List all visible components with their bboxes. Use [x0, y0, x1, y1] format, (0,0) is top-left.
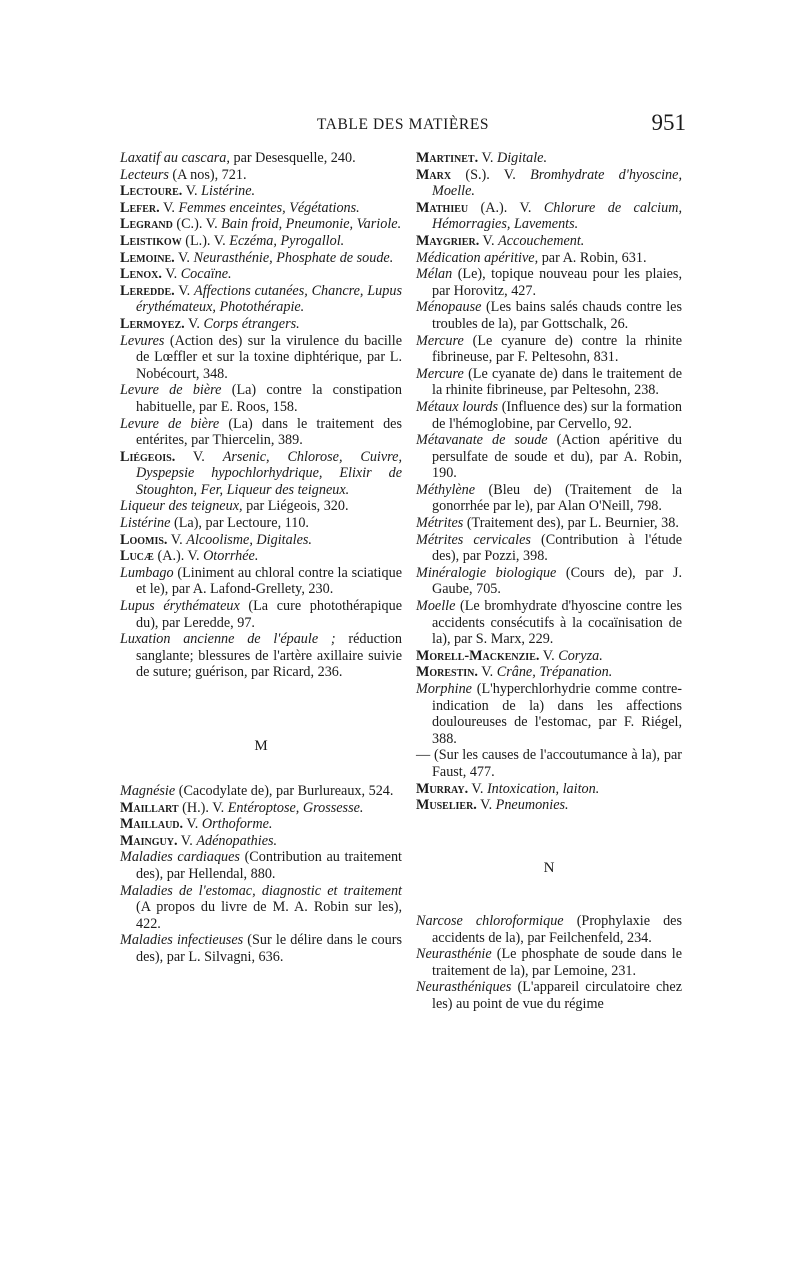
entry-ref: Arsenic, Chlorose, Cuivre, Dyspepsie hypochlorhydrique, Elixir de Stoughton, Fer, Liqueur des teigneux.	[136, 448, 402, 498]
entry-h: Mercure	[416, 365, 464, 382]
index-entry	[120, 631, 402, 681]
entry-rest: V.	[183, 816, 202, 833]
page-header	[120, 112, 686, 144]
entry-ref: Neurasthénie, Phosphate de soude.	[193, 249, 394, 266]
index-entry	[416, 333, 682, 366]
entry-h: Magnésie	[120, 783, 176, 799]
index-entry	[120, 833, 402, 850]
entry-sc: Lectoure.	[120, 183, 183, 200]
index-entry	[120, 283, 402, 316]
entry-h: Levure de bière	[120, 382, 222, 399]
entry-rest: V.	[476, 797, 496, 814]
index-entry	[416, 681, 682, 747]
entry-sc: Lefer.	[120, 199, 160, 216]
entry-ref: Bain froid, Pneumonie, Variole.	[221, 216, 402, 233]
entry-h: Liqueur des teigneux,	[120, 498, 243, 515]
entry-h: Métaux lourds	[416, 398, 498, 415]
entry-rest: (Contribution à l'étude des), par Pozzi, 398.	[432, 531, 682, 565]
index-entry	[416, 200, 682, 233]
entry-sc: Morestin.	[416, 664, 478, 681]
entry-ref: Cocaïne.	[180, 266, 232, 283]
index-entry	[416, 399, 682, 432]
entry-rest: V.	[478, 150, 497, 166]
entry-ref: Digitale.	[496, 150, 548, 166]
entry-sc: Murray.	[416, 780, 469, 797]
section-letter-m: M	[254, 738, 268, 754]
entry-h: Médication apéritive,	[416, 249, 539, 266]
entry-rest: (Contribution au traitement des), par Hellendal, 880.	[136, 849, 402, 882]
entry-h: Narcose chloroformique	[416, 913, 564, 929]
index-entry	[120, 449, 402, 499]
entry-sc: Martinet.	[416, 150, 479, 166]
entry-ref: Chlorure de calcium, Hémorragies, Lavements.	[432, 199, 682, 233]
entry-rest: (Le cyanure de) contre la rhinite fibrineuse, par F. Peltesohn, 831.	[432, 332, 682, 366]
entry-ref: Corps étrangers.	[203, 315, 300, 332]
entry-rest: (Traitement des), par L. Beurnier, 38.	[463, 515, 679, 532]
entry-rest: V.	[167, 531, 187, 548]
index-entry	[120, 416, 402, 449]
entry-ref: Entéroptose, Grossesse.	[227, 799, 364, 816]
entry-sc: Leredde.	[120, 282, 175, 299]
entry-ref: Crâne, Trépanation.	[496, 664, 613, 681]
index-entry	[416, 482, 682, 515]
entry-ref: Listérine.	[201, 183, 256, 200]
entry-h: Métrites cervicales	[416, 531, 531, 548]
entry-sc: Morell-Mackenzie.	[416, 647, 540, 664]
entry-rest: (Prophylaxie des accidents de la), par Feilchenfeld, 234.	[432, 913, 682, 946]
entry-sc: Maygrier.	[416, 232, 480, 249]
entry-h: Neurasthénie	[416, 946, 492, 963]
running-title: TABLE DES MATIÈRES	[316, 116, 490, 133]
index-entry	[120, 598, 402, 631]
entry-h: Ménopause	[416, 299, 482, 316]
entry-sc: Mainguy.	[120, 832, 178, 849]
entry-rest: (A nos), 721.	[168, 166, 247, 183]
entry-rest: (Liniment au chloral contre la sciatique et le), par A. Lafond-Grellety, 230.	[136, 564, 402, 598]
index-entry	[416, 532, 682, 565]
index-entry	[120, 816, 402, 833]
entry-sc: Loomis.	[120, 531, 168, 548]
entry-rest: (La) contre la constipation habituelle, par E. Roos, 158.	[136, 382, 402, 415]
entry-ref: Alcoolisme, Digitales.	[186, 531, 312, 548]
entry-h: Neurasthéniques	[416, 979, 512, 996]
index-entry	[416, 233, 682, 250]
entry-h: Maladies cardiaques	[120, 849, 240, 866]
index-entry	[416, 150, 682, 167]
entry-h: Lupus érythémateux	[120, 598, 240, 615]
entry-h: Luxation ancienne de l'épaule ;	[120, 631, 336, 648]
entry-rest: par Desesquelle, 240.	[229, 150, 356, 166]
index-entry	[120, 250, 402, 267]
entry-rest: V.	[161, 266, 181, 283]
entry-rest: (A.). V.	[153, 548, 204, 565]
entry-sc: Lermoyez.	[120, 315, 185, 332]
entry-rest: (A propos du livre de M. A. Robin sur les), 422.	[136, 899, 402, 932]
entry-h: Levures	[120, 332, 165, 349]
entry-rest: (L'appareil circulatoire chez les) au point de vue du régime	[432, 979, 682, 1012]
index-entry	[416, 747, 682, 780]
index-entry	[120, 498, 402, 515]
entry-rest: V.	[477, 664, 497, 681]
index-entry	[416, 565, 682, 598]
entry-h: Méthylène	[416, 481, 476, 498]
entry-h: Levure de bière	[120, 415, 220, 432]
index-entry	[120, 783, 402, 800]
entry-h: Maladies de l'estomac, diagnostic et traitement	[120, 882, 402, 899]
entry-sc: Legrand	[120, 216, 173, 233]
entry-rest: (S.). V.	[451, 166, 531, 183]
entry-ref: Affections cutanées, Chancre, Lupus érythémateux, Photothérapie.	[136, 282, 402, 316]
entry-ref: Accouchement.	[498, 232, 585, 249]
entry-h: Lecteurs	[120, 166, 169, 183]
entry-h: Métavanate de soude	[416, 432, 548, 449]
index-entry	[120, 800, 402, 817]
entry-sc: Lemoine.	[120, 249, 175, 266]
entry-h: Métrites	[416, 515, 464, 532]
index-entry	[416, 781, 682, 798]
entry-rest: (Cacodylate de), par Burlureaux, 524.	[175, 783, 394, 799]
entry-rest: V.	[184, 315, 204, 332]
entry-sc: Lucæ	[120, 548, 154, 565]
entry-rest: (A.). V.	[468, 199, 544, 216]
entry-sc: Leistikow	[120, 232, 182, 249]
index-entry	[416, 598, 682, 648]
index-entry	[120, 150, 402, 167]
entry-rest: (Le bromhydrate d'hyoscine contre les accidents consécutifs à la cocaïnisation de la), par S. Marx, 229.	[432, 598, 682, 648]
entry-rest: (La cure photothérapique du), par Leredde, 97.	[136, 598, 402, 631]
entry-ref: Otorrhée.	[203, 548, 259, 565]
entry-h: Morphine	[416, 681, 472, 697]
index-entry	[416, 515, 682, 532]
index-entry	[120, 200, 402, 217]
entry-h: Moelle	[416, 598, 456, 615]
entry-sc: Liégeois.	[120, 448, 176, 465]
index-column-left-m	[120, 783, 402, 966]
index-entry	[416, 299, 682, 332]
index-entry	[120, 532, 402, 549]
entry-rest: (Cours de), par J. Gaube, 705.	[432, 564, 682, 598]
entry-h: Mercure	[416, 332, 464, 349]
entry-h: Laxatif au cascara,	[120, 150, 230, 166]
entry-rest: par Liégeois, 320.	[242, 498, 349, 515]
index-entry	[120, 932, 402, 965]
entry-rest: (Sur le délire dans le cours des), par L. Silvagni, 636.	[136, 932, 402, 965]
index-entry	[120, 167, 402, 184]
index-entry	[416, 913, 682, 946]
entry-h: Lumbago	[120, 564, 174, 581]
index-column-right	[416, 150, 682, 814]
index-entry	[120, 548, 402, 565]
entry-rest: V.	[177, 832, 197, 849]
entry-sc: Marx	[416, 166, 452, 183]
index-entry	[120, 849, 402, 882]
index-entry	[120, 883, 402, 933]
index-entry	[416, 797, 682, 814]
entry-ref: Femmes enceintes, Végétations.	[178, 199, 360, 216]
index-entry	[120, 316, 402, 333]
index-entry	[416, 167, 682, 200]
entry-ref: Pneumonies.	[495, 797, 569, 814]
index-entry	[120, 233, 402, 250]
entry-rest: (Le phosphate de soude dans le traitement de la), par Lemoine, 231.	[432, 946, 682, 979]
entry-rest: (Le), topique nouveau pour les plaies, par Horovitz, 427.	[432, 266, 682, 299]
entry-rest: V.	[174, 249, 194, 266]
index-entry	[120, 216, 402, 233]
entry-rest: (L'hyperchlorhydrie comme contre-indication de la) dans les affections douloureuses de l'estomac, par F. Riégel, 388.	[432, 681, 682, 747]
entry-rest: (Bleu de) (Traitement de la gonorrhée par le), par Alan O'Neill, 798.	[432, 481, 682, 515]
entry-rest: V.	[182, 183, 202, 200]
entry-rest: (C.). V.	[172, 216, 222, 233]
index-entry	[416, 946, 682, 979]
index-entry	[416, 979, 682, 1012]
index-entry	[416, 266, 682, 299]
entry-rest: V.	[175, 448, 223, 465]
entry-h: Mélan	[416, 266, 453, 283]
entry-ref: Intoxication, laiton.	[486, 780, 600, 797]
index-column-right-n	[416, 913, 682, 1013]
entry-rest: (Action apéritive du persulfate de soude et du), par A. Robin, 190.	[432, 432, 682, 482]
entry-h: Minéralogie biologique	[416, 564, 557, 581]
entry-h: Maladies infectieuses	[120, 932, 244, 949]
entry-sc: Muselier.	[416, 797, 477, 814]
index-entry	[120, 333, 402, 383]
index-entry	[120, 183, 402, 200]
index-entry	[120, 382, 402, 415]
index-entry	[120, 266, 402, 283]
entry-rest: V.	[468, 780, 487, 797]
entry-ref: Eczéma, Pyrogallol.	[229, 232, 345, 249]
entry-sc: Maillaud.	[120, 816, 184, 833]
entry-rest: (Le cyanate de) dans le traitement de la rhinite fibrineuse, par Peltesohn, 238.	[432, 365, 682, 399]
entry-rest: (La) dans le traitement des entérites, par Thiercelin, 389.	[136, 415, 402, 449]
entry-rest: (La), par Lectoure, 110.	[170, 515, 309, 532]
entry-rest: V.	[539, 647, 559, 664]
index-entry	[416, 648, 682, 665]
entry-ref: Coryza.	[558, 647, 603, 664]
section-letter-n: N	[543, 860, 555, 876]
entry-rest: (H.). V.	[178, 799, 228, 816]
index-entry	[416, 366, 682, 399]
entry-ref: Adénopathies.	[196, 832, 278, 849]
index-entry	[416, 250, 682, 267]
entry-rest: (Influence des) sur la formation de l'hémoglobine, par Cervello, 92.	[432, 398, 683, 432]
entry-rest: (Action des) sur la virulence du bacille de Lœffler et sur la toxine diphtérique, par L. Nobécourt, 348.	[136, 332, 402, 382]
entry-rest: réduction sanglante; blessures de l'artère axillaire suivie de suture; guérison, par Ricard, 236.	[136, 631, 402, 681]
entry-h: Listérine	[120, 515, 171, 532]
index-column-left	[120, 150, 402, 681]
entry-sc: Lenox.	[120, 266, 162, 283]
entry-rest: — (Sur les causes de l'accoutumance à la), par Faust, 477.	[416, 747, 682, 780]
entry-rest: V.	[479, 232, 499, 249]
index-entry	[120, 515, 402, 532]
entry-sc: Mathieu	[416, 199, 469, 216]
entry-ref: Bromhydrate d'hyoscine, Moelle.	[432, 166, 682, 200]
index-entry	[416, 432, 682, 482]
page-number: 951	[651, 110, 686, 135]
entry-rest: par A. Robin, 631.	[538, 249, 647, 266]
entry-rest: (L.). V.	[181, 232, 230, 249]
entry-ref: Orthoforme.	[201, 816, 273, 833]
index-entry	[120, 565, 402, 598]
index-entry	[416, 664, 682, 681]
entry-rest: V.	[174, 282, 195, 299]
entry-rest: V.	[159, 199, 179, 216]
entry-rest: (Les bains salés chauds contre les troubles de la), par Gottschalk, 26.	[432, 299, 682, 332]
entry-sc: Maillart	[120, 799, 179, 816]
